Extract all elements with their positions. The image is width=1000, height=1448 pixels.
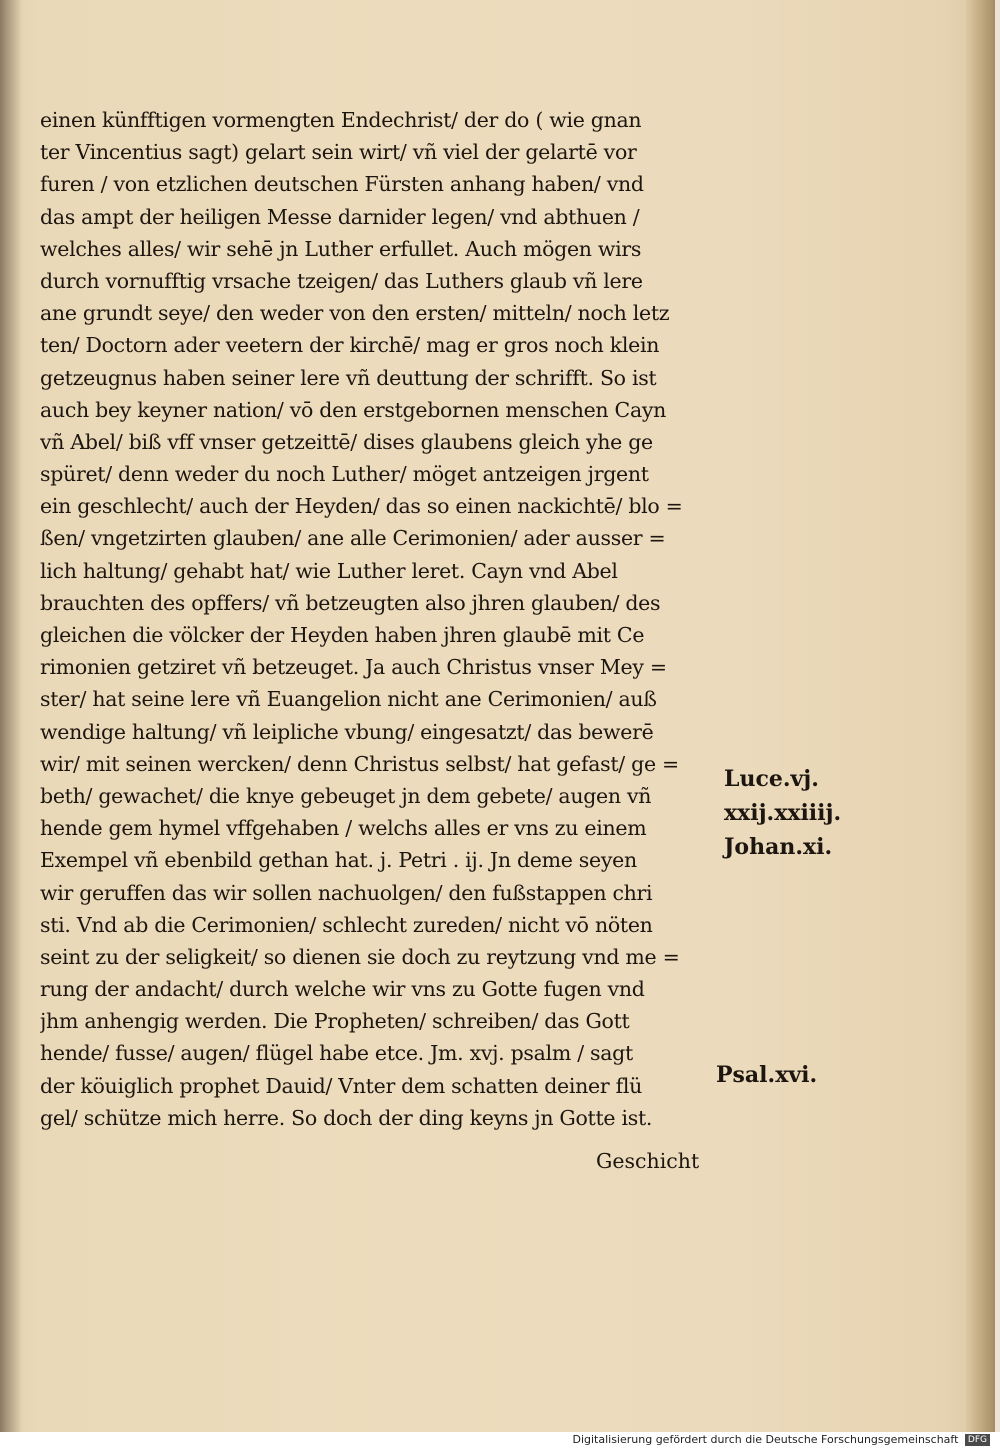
text-line: ter Vincentius sagt) gelart sein wirt/ vñ viel der gelartē vor bbox=[40, 140, 637, 165]
text-line: ßen/ vngetzirten glauben/ ane alle Cerimonien/ ader ausser = bbox=[40, 526, 666, 551]
text-line: welches alles/ wir sehē jn Luther erfullet. Auch mögen wirs bbox=[40, 236, 642, 261]
text-line: sti. Vnd ab die Cerimonien/ schlecht zureden/ nicht vō nöten bbox=[40, 912, 653, 937]
marginal-note-psalm: Psal.xvi. bbox=[716, 1062, 818, 1088]
text-line: ster/ hat seine lere vñ Euangelion nicht ane Cerimonien/ auß bbox=[40, 687, 657, 712]
text-line: gel/ schütze mich herre. So doch der ding keyns jn Gotte ist. bbox=[40, 1105, 653, 1130]
marginal-note-line: xxij.xxiiij. bbox=[724, 800, 842, 826]
text-line: Exempel vñ ebenbild gethan hat. j. Petri . ij. Jn deme seyen bbox=[40, 848, 637, 873]
catchword: Geschicht bbox=[596, 1149, 700, 1173]
text-line: jhm anhengig werden. Die Propheten/ schreiben/ das Gott bbox=[40, 1009, 630, 1034]
text-line: das ampt der heiligen Messe darnider legen/ vnd abthuen / bbox=[40, 204, 640, 229]
text-line: wir geruffen das wir sollen nachuolgen/ den fußstappen chri bbox=[40, 880, 653, 905]
text-line: lich haltung/ gehabt hat/ wie Luther leret. Cayn vnd Abel bbox=[40, 558, 618, 583]
marginal-note-luke bbox=[724, 762, 841, 864]
text-line: getzeugnus haben seiner lere vñ deuttung der schrifft. So ist bbox=[40, 365, 657, 390]
text-line: hende gem hymel vffgehaben / welchs alles er vns zu einem bbox=[40, 816, 647, 841]
page-gutter bbox=[0, 0, 22, 1432]
text-line: ten/ Doctorn ader veetern der kirchē/ mag er gros noch klein bbox=[40, 333, 660, 358]
text-line: brauchten des opffers/ vñ betzeugten also jhren glauben/ des bbox=[40, 590, 661, 615]
text-line: beth/ gewachet/ die knye gebeuget jn dem gebete/ augen vñ bbox=[40, 783, 652, 808]
main-text-block bbox=[40, 104, 740, 1134]
text-line: ein geschlecht/ auch der Heyden/ das so einen nackichtē/ blo = bbox=[40, 494, 683, 519]
text-line: spüret/ denn weder du noch Luther/ möget antzeigen jrgent bbox=[40, 462, 649, 487]
text-line: furen / von etzlichen deutschen Fürsten anhang haben/ vnd bbox=[40, 172, 644, 197]
footer-credit bbox=[572, 1433, 990, 1447]
footer-credit-text: Digitalisierung gefördert durch die Deutsche Forschungsgemeinschaft bbox=[572, 1433, 959, 1446]
text-line: ane grundt seye/ den weder von den ersten/ mitteln/ noch letz bbox=[40, 301, 670, 326]
text-line: gleichen die völcker der Heyden haben jhren glaubē mit Ce bbox=[40, 623, 645, 647]
text-line: durch vornufftig vrsache tzeigen/ das Luthers glaub vñ lere bbox=[40, 268, 643, 293]
text-line: einen künfftigen vormengten Endechrist/ der do ( wie gnan bbox=[40, 108, 642, 132]
marginal-note-line: Johan.xi. bbox=[724, 834, 833, 860]
text-line: rimonien getziret vñ betzeuget. Ja auch Christus vnser Mey = bbox=[40, 655, 667, 680]
text-line: hende/ fusse/ augen/ flügel habe etce. Jm. xvj. psalm / sagt bbox=[40, 1041, 633, 1066]
marginal-note-line: Luce.vj. bbox=[724, 766, 819, 792]
dfg-logo-icon: DFG bbox=[965, 1434, 990, 1446]
text-line: wir/ mit seinen wercken/ denn Christus selbst/ hat gefast/ ge = bbox=[40, 751, 679, 776]
text-line: vñ Abel/ biß vff vnser getzeittē/ dises glaubens gleich yhe ge bbox=[40, 429, 653, 454]
text-line: auch bey keyner nation/ vō den erstgebornen menschen Cayn bbox=[40, 397, 667, 422]
text-line: der köuiglich prophet Dauid/ Vnter dem schatten deiner flü bbox=[40, 1073, 643, 1098]
text-line: rung der andacht/ durch welche wir vns zu Gotte fugen vnd bbox=[40, 977, 645, 1002]
text-line: seint zu der seligkeit/ so dienen sie doch zu reytzung vnd me = bbox=[40, 944, 680, 969]
text-line: wendige haltung/ vñ leipliche vbung/ eingesatzt/ das bewerē bbox=[40, 719, 654, 744]
page-edge bbox=[965, 0, 995, 1432]
